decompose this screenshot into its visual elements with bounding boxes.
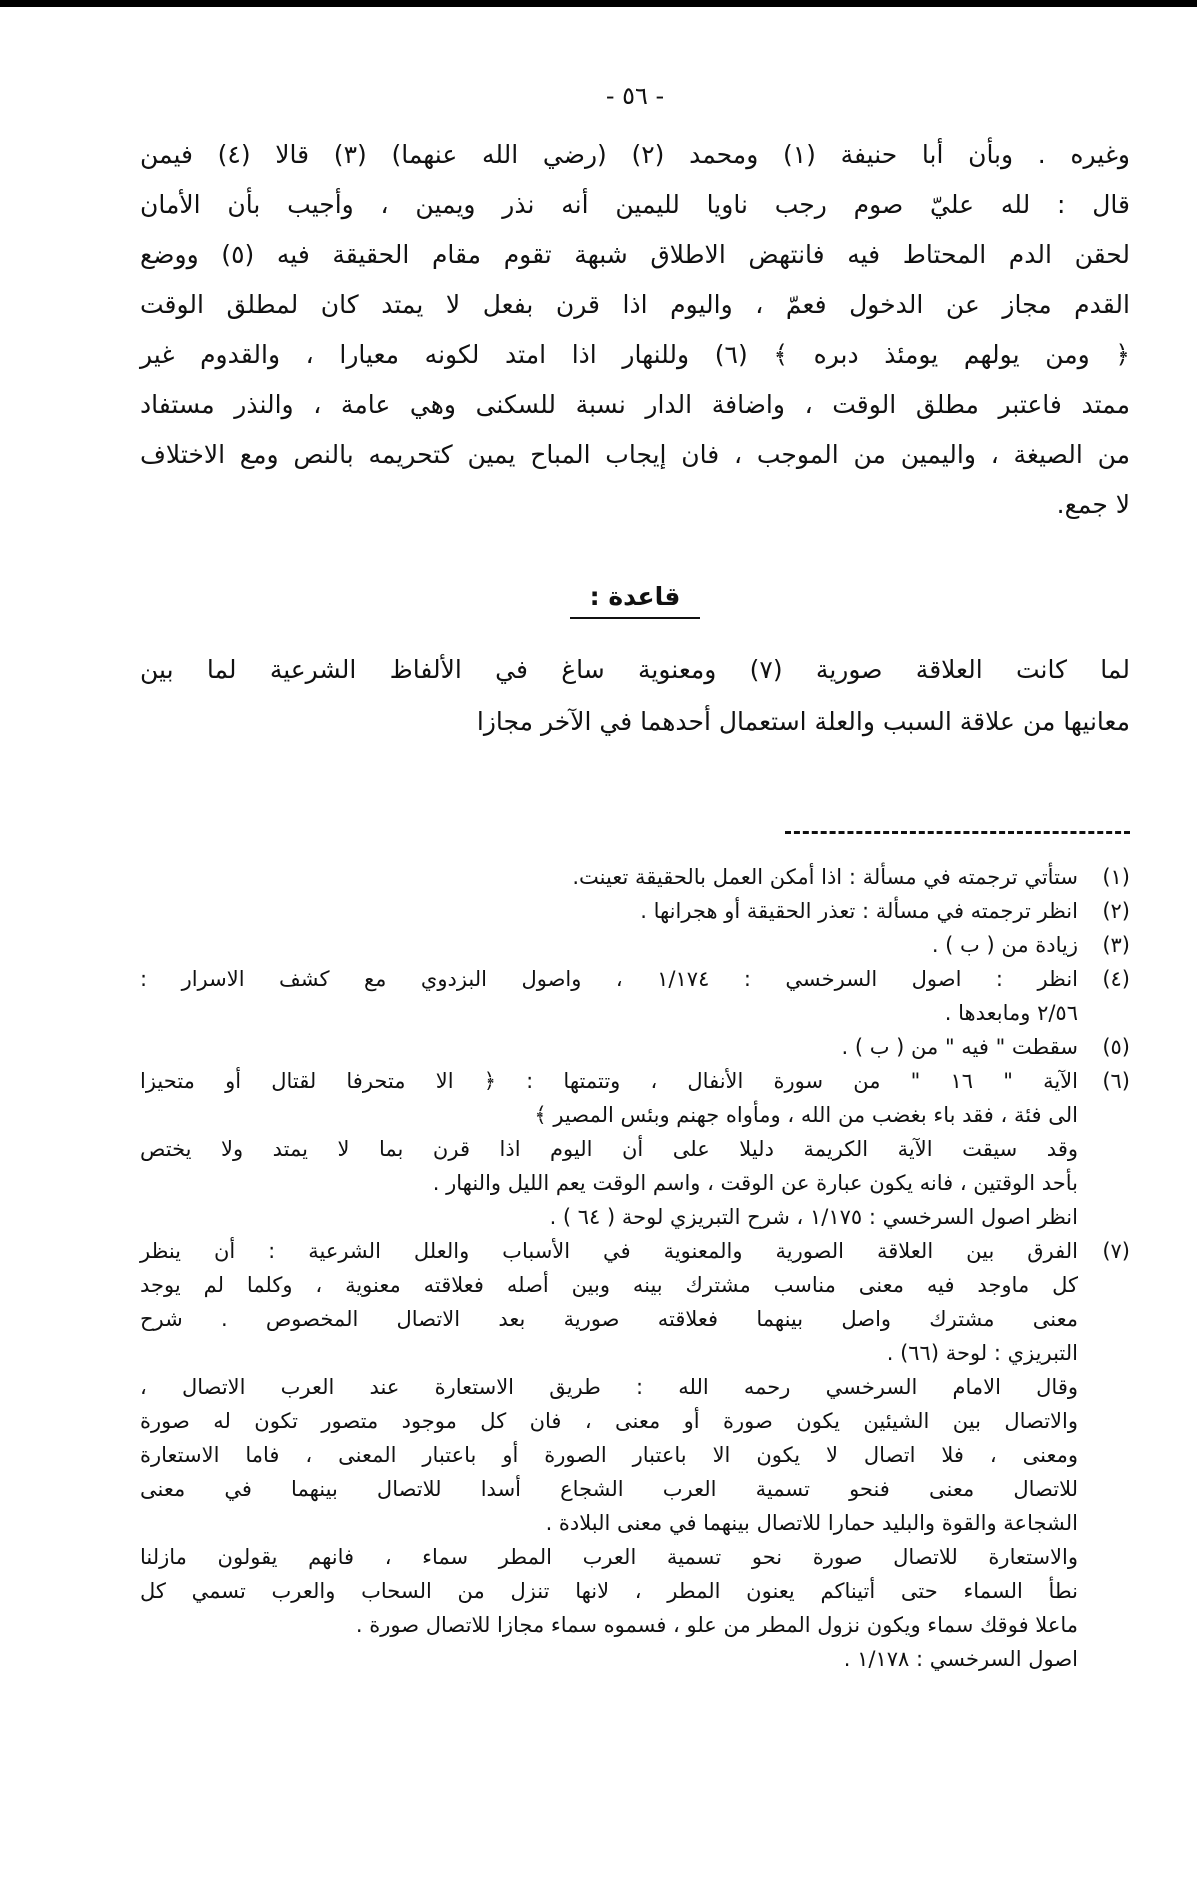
footnote-number: (٤) <box>1102 967 1130 991</box>
footnote-line: ماعلا فوقك سماء ويكون نزول المطر من علو ، فسموه سماء مجازا للاتصال صورة . <box>355 1613 1078 1637</box>
document-page <box>140 60 1130 1676</box>
footnote-number: (٧) <box>1102 1239 1130 1263</box>
footnote-line: سقطت " فيه " من ( ب ) . <box>841 1035 1078 1059</box>
footnote-line: انظر : اصول السرخسي : ١/١٧٤ ، واصول البزدوي مع كشف الاسرار : <box>140 967 1078 991</box>
footnote <box>140 962 1130 1030</box>
footnote <box>140 1030 1130 1064</box>
footnote <box>140 1234 1130 1370</box>
main-line: وغيره . وبأن أبا حنيفة (١) ومحمد (٢) (رضي الله عنهما) (٣) قالا (٤) فيمن <box>140 140 1130 169</box>
page-number: - ٥٦ - <box>605 82 665 110</box>
footnote <box>140 1064 1130 1132</box>
footnote-line: كل ماوجد فيه معنى مناسب مشترك بينه وبين أصله فعلاقته معنوية ، وكلما لم يوجد <box>140 1273 1078 1297</box>
footnote-line: نطأ السماء حتى أتيناكم يعنون المطر ، لانها تنزل من السحاب والعرب تسمي كل <box>140 1579 1078 1603</box>
rule-heading-text: قاعدة : <box>570 582 701 619</box>
footnote-line: بأحد الوقتين ، فانه يكون عبارة عن الوقت ، واسم الوقت يعم الليل والنهار . <box>432 1171 1078 1195</box>
footnote-line: الشجاعة والقوة والبليد حمارا للاتصال بينهما في معنى البلادة . <box>545 1511 1078 1535</box>
footnote-line: الفرق بين العلاقة الصورية والمعنوية في الأسباب والعلل الشرعية : أن ينظر <box>140 1239 1078 1263</box>
main-paragraph <box>140 140 1130 540</box>
rule-line: معانيها من علاقة السبب والعلة استعمال أحدهما في الآخر مجازا <box>476 707 1130 736</box>
footnote-line: وقال الامام السرخسي رحمه الله : طريق الاستعارة عند العرب الاتصال ، <box>140 1375 1078 1399</box>
footnote-number: (١) <box>1102 865 1130 889</box>
footnote <box>140 928 1130 962</box>
footnote-line: انظر ترجمته في مسألة : تعذر الحقيقة أو هجرانها . <box>640 899 1078 923</box>
footnote-line: معنى مشترك واصل بينهما فعلاقته صورية بعد الاتصال المخصوص . شرح <box>140 1307 1078 1331</box>
footnote-continuation <box>140 1132 1078 1234</box>
footnotes <box>140 860 1130 1676</box>
main-line: ﴿ ومن يولهم يومئذ دبره ﴾ (٦) وللنهار اذا امتد لكونه معيارا ، والقدوم غير <box>140 340 1130 369</box>
footnote-line: ستأتي ترجمته في مسألة : اذا أمكن العمل بالحقيقة تعينت. <box>572 865 1078 889</box>
rule-heading <box>140 582 1130 619</box>
footnote-number: (٥) <box>1102 1035 1130 1059</box>
main-line: من الصيغة ، واليمين من الموجب ، فان إيجاب المباح يمين كتحريمه بالنص ومع الاختلاف <box>140 440 1130 469</box>
footnote-line: زيادة من ( ب ) . <box>931 933 1078 957</box>
footnote-number: (٦) <box>1102 1069 1130 1093</box>
footnote-line: اصول السرخسي : ١/١٧٨ . <box>843 1647 1078 1671</box>
footnote-line: ٢/٥٦ ومابعدها . <box>944 1001 1078 1025</box>
footnote-line: وقد سيقت الآية الكريمة دليلا على أن اليوم اذا قرن بما لا يمتد ولا يختص <box>140 1137 1078 1161</box>
footnote-separator <box>785 831 1130 834</box>
footnote-line: ومعنى ، فلا اتصال لا يكون الا باعتبار الصورة أو باعتبار المعنى ، فاما الاستعارة <box>140 1443 1078 1467</box>
main-line: قال : لله عليّ صوم رجب ناويا لليمين أنه نذر ويمين ، وأجيب بأن الأمان <box>140 190 1130 219</box>
rule-line: لما كانت العلاقة صورية (٧) ومعنوية ساغ في الألفاظ الشرعية لما بين <box>140 655 1130 684</box>
main-line: القدم مجاز عن الدخول فعمّ ، واليوم اذا قرن بفعل لا يمتد كان لمطلق الوقت <box>140 290 1130 319</box>
top-edge-bar <box>0 0 1197 7</box>
footnote <box>140 860 1130 894</box>
footnote-line: للاتصال معنى فنحو تسمية العرب الشجاع أسدا للاتصال بينهما في معنى <box>140 1477 1078 1501</box>
footnote-line: الآية " ١٦ " من سورة الأنفال ، وتتمتها : ﴿ الا متحرفا لقتال أو متحيزا <box>140 1069 1078 1093</box>
footnote-number: (٣) <box>1102 933 1130 957</box>
footnote <box>140 894 1130 928</box>
footnote-line: انظر اصول السرخسي : ١/١٧٥ ، شرح التبريزي لوحة ( ٦٤ ) . <box>549 1205 1078 1229</box>
main-line: لا جمع. <box>1056 490 1130 519</box>
footnote-continuation <box>140 1370 1078 1676</box>
footnote-line: الى فئة ، فقد باء بغضب من الله ، ومأواه جهنم وبئس المصير ﴾ <box>534 1103 1078 1127</box>
main-line: ممتد فاعتبر مطلق الوقت ، واضافة الدار نسبة للسكنى وهي عامة ، والنذر مستفاد <box>140 390 1130 419</box>
rule-paragraph <box>140 655 1130 759</box>
footnote-line: والاتصال بين الشيئين يكون صورة أو معنى ، فان كل موجود متصور تكون له صورة <box>140 1409 1078 1433</box>
footnote-line: والاستعارة للاتصال صورة نحو تسمية العرب المطر سماء ، فانهم يقولون مازلنا <box>140 1545 1078 1569</box>
main-line: لحقن الدم المحتاط فيه فانتهض الاطلاق شبهة تقوم مقام الحقيقة فيه (٥) ووضع <box>140 240 1130 269</box>
footnote-line: التبريزي : لوحة (٦٦) . <box>886 1341 1078 1365</box>
footnote-number: (٢) <box>1102 899 1130 923</box>
